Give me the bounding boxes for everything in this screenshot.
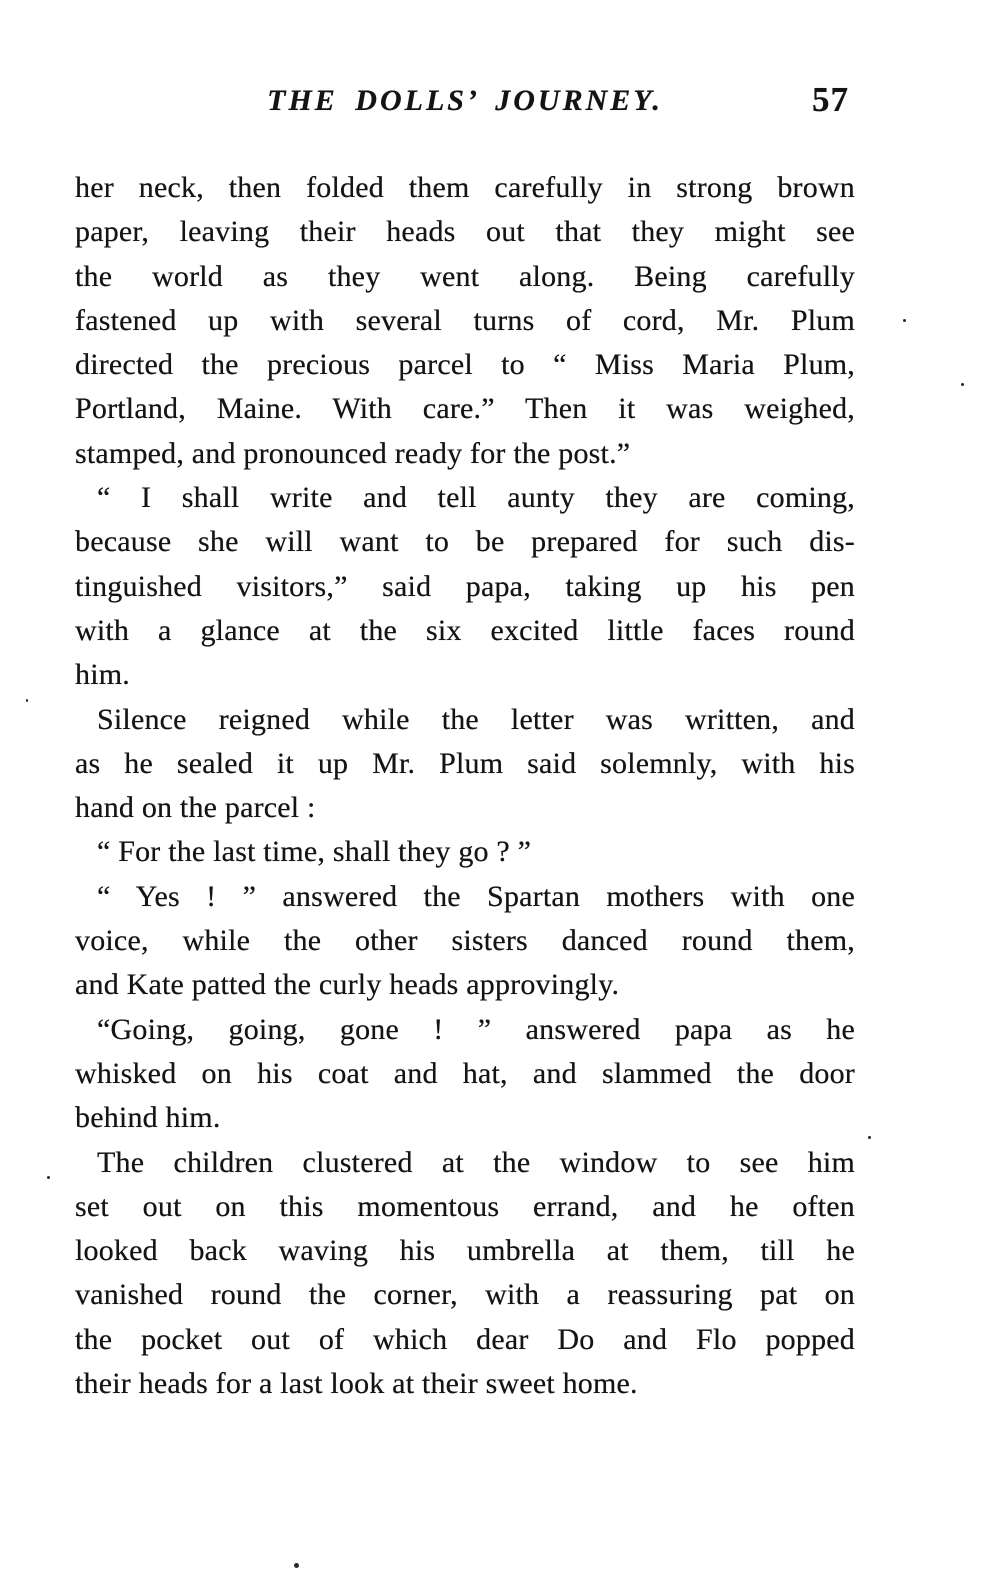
text-line: with a glance at the six excited little faces round bbox=[75, 613, 855, 647]
text-line: voice, while the other sisters danced round them, bbox=[75, 924, 855, 958]
text-line: Portland, Maine. With care.” Then it was weighed, bbox=[75, 392, 855, 426]
text-line: as he sealed it up Mr. Plum said solemnly, with his bbox=[75, 746, 855, 780]
text-line: “ I shall write and tell aunty they are coming, bbox=[97, 481, 855, 515]
page-number: 57 bbox=[812, 80, 849, 119]
scan-speck bbox=[868, 1136, 871, 1139]
running-head bbox=[75, 80, 855, 124]
paragraph bbox=[75, 166, 855, 476]
text-line: behind him. bbox=[75, 1101, 221, 1135]
paragraph bbox=[75, 1141, 855, 1407]
text-line: hand on the parcel : bbox=[75, 791, 316, 825]
scan-speck bbox=[294, 1563, 299, 1568]
text-line: the world as they went along. Being carefully bbox=[75, 259, 855, 293]
scan-speck bbox=[47, 1176, 50, 1179]
text-line: fastened up with several turns of cord, Mr. Plum bbox=[75, 303, 855, 337]
text-line: him. bbox=[75, 658, 130, 692]
text-line: The children clustered at the window to see him bbox=[97, 1145, 855, 1179]
scan-speck bbox=[961, 383, 964, 386]
text-line: their heads for a last look at their sweet home. bbox=[75, 1367, 638, 1401]
text-line: whisked on his coat and hat, and slammed the door bbox=[75, 1056, 855, 1090]
text-line: vanished round the corner, with a reassuring pat on bbox=[75, 1278, 855, 1312]
text-line: and Kate patted the curly heads approvingly. bbox=[75, 968, 620, 1002]
text-line: directed the precious parcel to “ Miss Maria Plum, bbox=[75, 348, 855, 382]
text-line: Silence reigned while the letter was written, and bbox=[97, 702, 855, 736]
paragraph bbox=[75, 476, 855, 697]
paragraph bbox=[75, 1008, 855, 1141]
text-line: “ For the last time, shall they go ? ” bbox=[97, 835, 532, 869]
text-line: the pocket out of which dear Do and Flo popped bbox=[75, 1322, 855, 1356]
body-text bbox=[75, 166, 855, 1406]
paragraph bbox=[75, 875, 855, 1008]
paragraph bbox=[75, 698, 855, 831]
text-line: tinguished visitors,” said papa, taking up his pen bbox=[75, 569, 855, 603]
text-line: her neck, then folded them carefully in strong brown bbox=[75, 171, 855, 204]
scan-speck bbox=[903, 319, 906, 322]
text-line: “Going, going, gone ! ” answered papa as he bbox=[97, 1012, 855, 1046]
text-line: “ Yes ! ” answered the Spartan mothers with one bbox=[97, 879, 855, 913]
text-line: paper, leaving their heads out that they might see bbox=[75, 215, 855, 249]
text-line: because she will want to be prepared for such dis- bbox=[75, 525, 855, 559]
running-title: THE DOLLS’ JOURNEY. bbox=[267, 84, 663, 117]
scan-speck bbox=[26, 699, 28, 702]
text-line: set out on this momentous errand, and he often bbox=[75, 1189, 855, 1223]
text-line: stamped, and pronounced ready for the post.” bbox=[75, 436, 631, 470]
paragraph bbox=[75, 830, 855, 874]
text-line: looked back waving his umbrella at them, till he bbox=[75, 1234, 855, 1268]
